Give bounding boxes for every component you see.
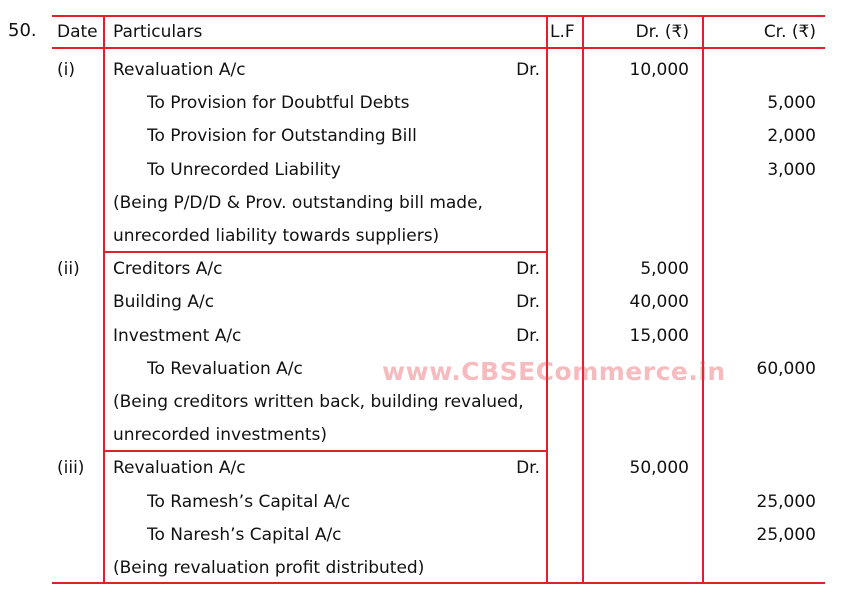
header-dr: Dr. (₹)	[635, 22, 689, 42]
credit-amount: 3,000	[767, 160, 816, 180]
header-date: Date	[57, 22, 98, 42]
entry-date: (i)	[57, 60, 75, 80]
account-name: To Provision for Doubtful Debts	[147, 93, 410, 113]
account-name: Creditors A/c	[113, 259, 223, 279]
entry-date: (iii)	[57, 458, 85, 478]
debit-amount: 10,000	[629, 60, 689, 80]
debit-marker: Dr.	[516, 292, 540, 312]
account-name: To Unrecorded Liability	[147, 160, 341, 180]
debit-marker: Dr.	[516, 458, 540, 478]
account-name: Revaluation A/c	[113, 60, 246, 80]
header-cr: Cr. (₹)	[763, 22, 816, 42]
debit-marker: Dr.	[516, 60, 540, 80]
entry-separator-1	[104, 251, 548, 253]
account-name: Building A/c	[113, 292, 215, 312]
debit-marker: Dr.	[516, 259, 540, 279]
narration-text: (Being creditors written back, building revalued,	[113, 392, 524, 412]
credit-amount: 60,000	[756, 359, 816, 379]
credit-amount: 25,000	[756, 492, 816, 512]
debit-amount: 40,000	[629, 292, 689, 312]
date-column-border	[103, 15, 105, 584]
narration-text: (Being revaluation profit distributed)	[113, 558, 425, 578]
debit-amount: 5,000	[640, 259, 689, 279]
account-name: Investment A/c	[113, 326, 242, 346]
narration-text: unrecorded investments)	[113, 425, 327, 445]
watermark: www.CBSECommerce.in	[382, 357, 726, 386]
account-name: To Provision for Outstanding Bill	[147, 126, 417, 146]
entry-separator-2	[104, 450, 548, 452]
account-name: To Revaluation A/c	[147, 359, 303, 379]
header-lf: L.F	[550, 22, 575, 42]
account-name: To Ramesh’s Capital A/c	[147, 492, 351, 512]
credit-amount: 5,000	[767, 93, 816, 113]
debit-marker: Dr.	[516, 326, 540, 346]
account-name: To Naresh’s Capital A/c	[147, 525, 342, 545]
entry-date: (ii)	[57, 259, 80, 279]
table-top-rule	[52, 15, 825, 17]
account-name: Revaluation A/c	[113, 458, 246, 478]
narration-text: (Being P/D/D & Prov. outstanding bill made,	[113, 193, 483, 213]
table-bottom-rule	[52, 582, 825, 584]
credit-amount: 25,000	[756, 525, 816, 545]
debit-amount: 15,000	[629, 326, 689, 346]
particulars-column-border	[546, 15, 548, 584]
header-bottom-rule	[52, 47, 825, 49]
credit-amount: 2,000	[767, 126, 816, 146]
debit-amount: 50,000	[629, 458, 689, 478]
narration-text: unrecorded liability towards suppliers)	[113, 226, 440, 246]
question-number: 50.	[8, 20, 37, 41]
header-particulars: Particulars	[113, 22, 203, 42]
